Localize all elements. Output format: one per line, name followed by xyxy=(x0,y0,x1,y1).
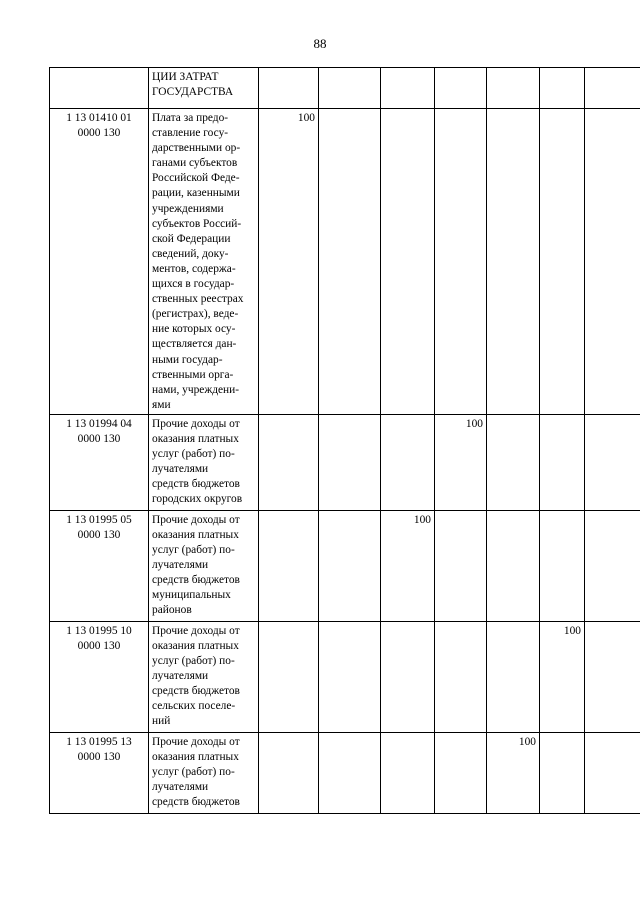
row-value xyxy=(585,732,640,813)
table-header-row xyxy=(50,68,640,109)
row-code: 1 13 01994 04 0000 130 xyxy=(50,414,149,510)
table-row xyxy=(50,109,640,415)
row-value xyxy=(381,109,435,415)
row-name: Прочие доходы от оказания платных услуг (работ) по- лучателями средств бюджетов муниципальных районов xyxy=(149,510,259,621)
row-value xyxy=(319,621,381,732)
row-name: Плата за предо- ставление госу- дарственными ор- ганами субъектов Российской Феде- рации, казенными учреждениями субъектов Россий- ской Федерации сведений, доку- ментов, содержа- щихся в государ- ственных реестрах (регистрах), веде- ние которых осу- ществляется дан- ными государ- ственными орга- нами, учреждени- ями xyxy=(149,109,259,415)
row-value: 100 xyxy=(487,732,540,813)
table-row xyxy=(50,510,640,621)
row-value xyxy=(259,732,319,813)
row-value xyxy=(585,109,640,415)
header-cell xyxy=(585,68,640,109)
row-value xyxy=(319,732,381,813)
header-name-cell: ЦИИ ЗАТРАТ ГОСУДАРСТВА xyxy=(149,68,259,109)
row-value: 100 xyxy=(381,510,435,621)
row-value xyxy=(487,109,540,415)
row-name: Прочие доходы от оказания платных услуг (работ) по- лучателями средств бюджетов xyxy=(149,732,259,813)
revenue-distribution-table xyxy=(49,67,640,814)
row-value xyxy=(540,732,585,813)
row-value xyxy=(381,414,435,510)
header-cell xyxy=(435,68,487,109)
header-cell xyxy=(259,68,319,109)
header-cell xyxy=(487,68,540,109)
row-code: 1 13 01995 13 0000 130 xyxy=(50,732,149,813)
header-cell xyxy=(540,68,585,109)
row-name: Прочие доходы от оказания платных услуг (работ) по- лучателями средств бюджетов сельских поселе- ний xyxy=(149,621,259,732)
table-row xyxy=(50,732,640,813)
row-value: 100 xyxy=(540,621,585,732)
row-value xyxy=(540,510,585,621)
row-value xyxy=(487,414,540,510)
row-value xyxy=(435,732,487,813)
row-value xyxy=(381,621,435,732)
row-value xyxy=(381,732,435,813)
row-value xyxy=(259,414,319,510)
row-value xyxy=(319,414,381,510)
row-value xyxy=(540,414,585,510)
row-value xyxy=(585,510,640,621)
row-code: 1 13 01995 10 0000 130 xyxy=(50,621,149,732)
row-code: 1 13 01995 05 0000 130 xyxy=(50,510,149,621)
row-value xyxy=(435,510,487,621)
row-value xyxy=(585,621,640,732)
row-value xyxy=(540,109,585,415)
table-row xyxy=(50,414,640,510)
row-value xyxy=(487,510,540,621)
page-number: 88 xyxy=(313,36,327,51)
row-code: 1 13 01410 01 0000 130 xyxy=(50,109,149,415)
header-code-cell xyxy=(50,68,149,109)
row-value: 100 xyxy=(435,414,487,510)
row-value xyxy=(487,621,540,732)
row-name: Прочие доходы от оказания платных услуг (работ) по- лучателями средств бюджетов городских округов xyxy=(149,414,259,510)
row-value xyxy=(435,109,487,415)
row-value: 100 xyxy=(259,109,319,415)
row-value xyxy=(259,510,319,621)
row-value xyxy=(319,109,381,415)
header-cell xyxy=(381,68,435,109)
header-cell xyxy=(319,68,381,109)
row-value xyxy=(585,414,640,510)
row-value xyxy=(435,621,487,732)
row-value xyxy=(319,510,381,621)
row-value xyxy=(259,621,319,732)
table-row xyxy=(50,621,640,732)
